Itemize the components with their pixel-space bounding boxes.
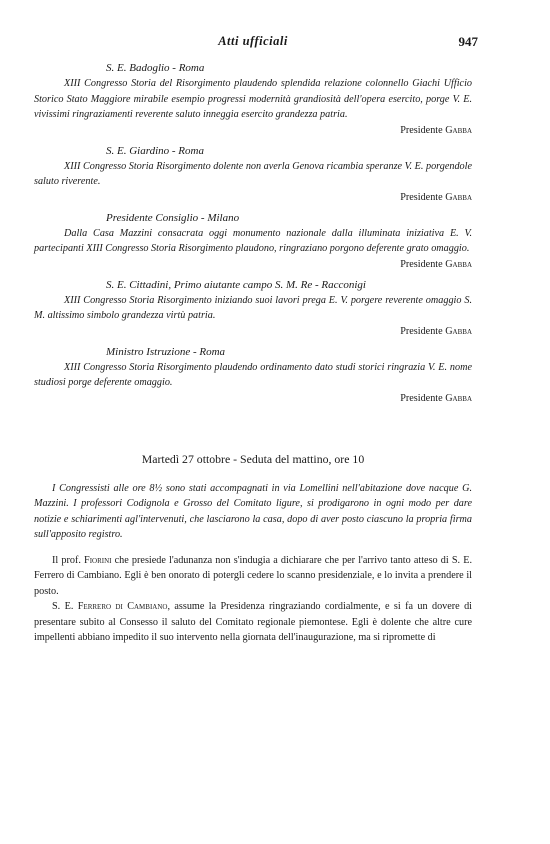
signature-name: Gabba (445, 191, 472, 203)
document-page (34, 34, 478, 814)
telegram-body: XIII Congresso Storia del Risorgimento plaudendo splendida relazione colonnello Giachi Ufficio Storico Stato Maggiore mirabile esempio progressi modernità grandiosità dell'opera esercito, porge V. E. vivissimi ringraziamenti reverente saluto inneggia esercito grandezza patria. (34, 78, 472, 120)
telegram-addressee: Presidente Consiglio - Milano (106, 211, 240, 224)
person-name: Fiorini (84, 554, 112, 566)
signature-name: Gabba (445, 124, 472, 136)
telegram-signature (34, 391, 472, 407)
telegram-signature (34, 123, 472, 139)
signature-name: Gabba (445, 325, 472, 337)
paragraph-text: Il prof. (52, 554, 85, 566)
telegram-cittadini (34, 277, 472, 340)
paragraph-text: , assume la Presidenza ringraziando cordialmente, e si fa un dovere di presentare subito al Consesso il saluto del Comitato regionale piemontese. Egli è dolente che altre cure impellenti abbiano impedito il suo intervento nella giornata dell'inaugurazione, ma si ripromette di (34, 601, 473, 643)
signature-title: Presidente (400, 191, 443, 203)
telegram-badoglio (34, 60, 472, 139)
signature-title: Presidente (400, 325, 443, 337)
telegram-body: XIII Congresso Storia Risorgimento plaudendo ordinamento dato studi storici ringrazia V. E. nome studiosi porge deferente omaggio. (34, 361, 472, 388)
telegram-giardino (34, 143, 472, 206)
session-paragraph-1 (34, 553, 472, 600)
running-title: Atti ufficiali (218, 34, 288, 48)
paragraph-text: S. E. (52, 601, 78, 612)
telegram-addressee: S. E. Giardino - Roma (106, 144, 204, 157)
telegram-presidente-consiglio (34, 210, 472, 273)
telegram-signature (34, 324, 472, 340)
page-number: 947 (458, 34, 478, 49)
section-heading: Martedì 27 ottobre - Seduta del mattino, ore 10 (141, 451, 365, 466)
telegram-addressee: Ministro Istruzione - Roma (106, 345, 226, 358)
signature-name: Gabba (445, 258, 472, 270)
session-intro: I Congressisti alle ore 8½ sono stati accompagnati in via Lomellini nell'abitazione dove nacque G. Mazzini. I professori Codignola e Grosso del Comitato ligure, si prodigarono in ogni modo per dare notizie e schiarimenti agl'intervenuti, che lasciarono la casa, dopo di aver posto ciascuno la propria firma sull'apposito registro. (34, 482, 472, 540)
person-name: Ferrero di Cambiano (77, 601, 168, 612)
signature-name: Gabba (445, 392, 472, 404)
paragraph-text: che presiede l'adunanza non s'indugia a dichiarare che per l'arrivo tanto atteso di S. E. Ferrero di Cambiano. Egli è ben onorato di potergli cedere lo scanno presidenziale, e lo invita a prendere il posto. (34, 554, 472, 597)
telegram-addressee: S. E. Cittadini, Primo aiutante campo S. M. Re - Racconigi (106, 278, 366, 291)
telegram-body: XIII Congresso Storia Risorgimento dolente non averla Genova ricambia speranze V. E. porgendole saluto riverente. (34, 160, 472, 187)
signature-title: Presidente (400, 258, 443, 270)
telegram-signature (34, 257, 472, 273)
session-paragraph-2 (34, 599, 472, 646)
telegram-addressee: S. E. Badoglio - Roma (106, 62, 205, 74)
signature-title: Presidente (400, 392, 443, 404)
telegram-ministro-istruzione (34, 344, 472, 407)
signature-title: Presidente (400, 124, 443, 136)
telegram-body: Dalla Casa Mazzini consacrata oggi monumento nazionale dalla illuminata iniziativa E. V. partecipanti XIII Congresso Storia Risorgimento plaudono, ringraziano porgono deferente grato omaggio. (34, 227, 472, 254)
telegram-signature (34, 190, 472, 206)
section-spacer (34, 411, 472, 451)
telegram-body: XIII Congresso Storia Risorgimento iniziando suoi lavori prega E. V. porgere reverente omaggio S. M. altissimo simbolo grandezza virtù patria. (34, 294, 472, 321)
running-head (34, 34, 478, 56)
